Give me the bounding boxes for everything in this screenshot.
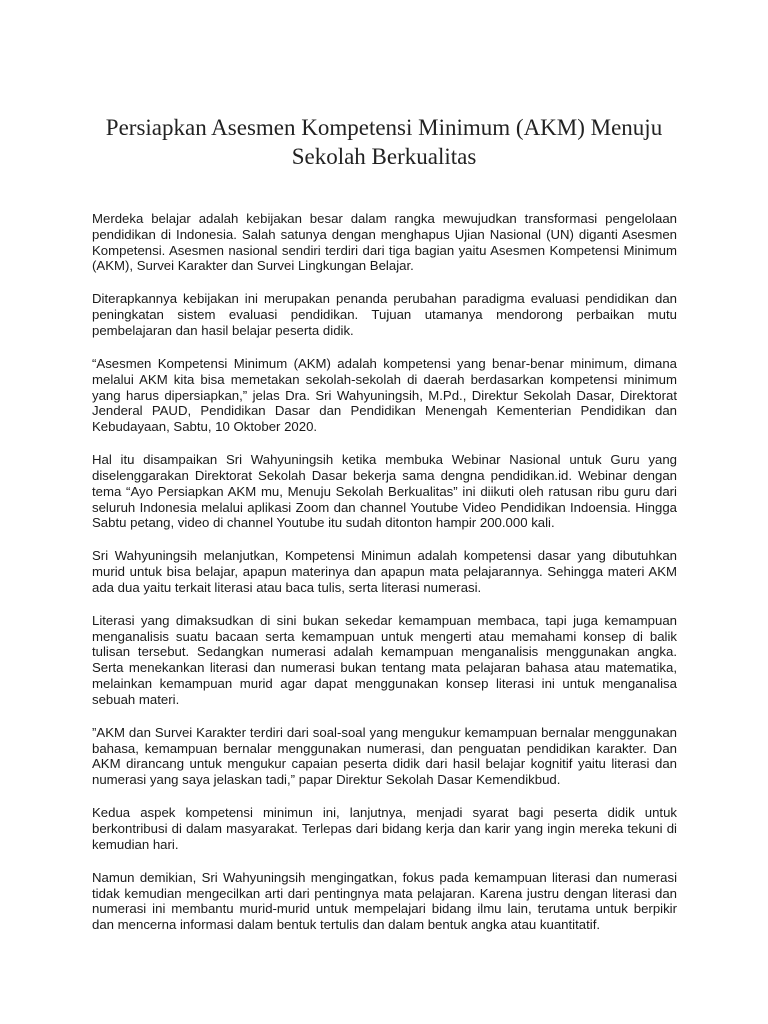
paragraph-1: Merdeka belajar adalah kebijakan besar dalam rangka mewujudkan transformasi pengelolaan pendidikan di Indonesia. Salah satunya dengan menghapus Ujian Nasional (UN) diganti Asesmen Kompetensi. Asesmen nasional sendiri terdiri dari tiga bagian yaitu Asesmen Kompetensi Minimum (AKM), Survei Karakter dan Survei Lingkungan Belajar. xyxy=(92,211,677,274)
paragraph-8: Kedua aspek kompetensi minimun ini, lanjutnya, menjadi syarat bagi peserta didik untuk berkontribusi di dalam masyarakat. Terlepas dari bidang kerja dan karir yang ingin mereka tekuni di kemudian hari. xyxy=(92,805,677,852)
paragraph-5: Sri Wahyuningsih melanjutkan, Kompetensi Minimun adalah kompetensi dasar yang dibutuhkan murid untuk bisa belajar, apapun materinya dan apapun mata pelajarannya. Sehingga materi AKM ada dua yaitu terkait literasi atau baca tulis, serta literasi numerasi. xyxy=(92,548,677,595)
paragraph-9: Namun demikian, Sri Wahyuningsih mengingatkan, fokus pada kemampuan literasi dan numerasi tidak kemudian mengecilkan arti dari pentingnya mata pelajaran. Karena justru dengan literasi dan numerasi ini membantu murid-murid untuk mempelajari bidang ilmu lain, terutama untuk berpikir dan mencerna informasi dalam bentuk tertulis dan dalam bentuk angka atau kuantitatif. xyxy=(92,869,677,933)
document-body xyxy=(92,211,677,950)
paragraph-3: “Asesmen Kompetensi Minimum (AKM) adalah kompetensi yang benar-benar minimum, dimana melalui AKM kita bisa memetakan sekolah-sekolah di daerah berdasarkan kompetensi minimum yang harus dipersiapkan,” jelas Dra. Sri Wahyuningsih, M.Pd., Direktur Sekolah Dasar, Direktorat Jenderal PAUD, Pendidikan Dasar dan Pendidikan Menengah Kementerian Pendidikan dan Kebudayaan, Sabtu, 10 Oktober 2020. xyxy=(92,355,677,435)
document-title: Persiapkan Asesmen Kompetensi Minimum (AKM) Menuju Sekolah Berkualitas xyxy=(105,115,663,169)
paragraph-7: ”AKM dan Survei Karakter terdiri dari soal-soal yang mengukur kemampuan bernalar menggunakan bahasa, kemampuan bernalar menggunakan numerasi, dan penguatan pendidikan karakter. Dan AKM dirancang untuk mengukur capaian peserta didik dari hasil belajar kognitif yaitu literasi dan numerasi yang saya jelaskan tadi,” papar Direktur Sekolah Dasar Kemendikbud. xyxy=(92,724,677,788)
paragraph-6: Literasi yang dimaksudkan di sini bukan sekedar kemampuan membaca, tapi juga kemampuan menganalisis suatu bacaan serta kemampuan untuk mengerti atau memahami konsep di balik tulisan tersebut. Sedangkan numerasi adalah kemampuan menganalisis menggunakan angka. Serta menekankan literasi dan numerasi bukan tentang mata pelajaran bahasa atau matematika, melainkan kemampuan murid agar dapat menggunakan konsep literasi ini untuk menganalisa sebuah materi. xyxy=(92,612,677,707)
paragraph-2: Diterapkannya kebijakan ini merupakan penanda perubahan paradigma evaluasi pendidikan dan peningkatan sistem evaluasi pendidikan. Tujuan utamanya mendorong perbaikan mutu pembelajaran dan hasil belajar peserta didik. xyxy=(92,291,677,338)
paragraph-4: Hal itu disampaikan Sri Wahyuningsih ketika membuka Webinar Nasional untuk Guru yang diselenggarakan Direktorat Sekolah Dasar bekerja sama dengna pendidikan.id. Webinar dengan tema “Ayo Persiapkan AKM mu, Menuju Sekolah Berkualitas” ini diikuti oleh ratusan ribu guru dari seluruh Indonesia melalui aplikasi Zoom dan channel Youtube Video Pendidikan Indoensia. Hingga Sabtu petang, video di channel Youtube itu sudah ditonton hampir 200.000 kali. xyxy=(92,452,677,531)
